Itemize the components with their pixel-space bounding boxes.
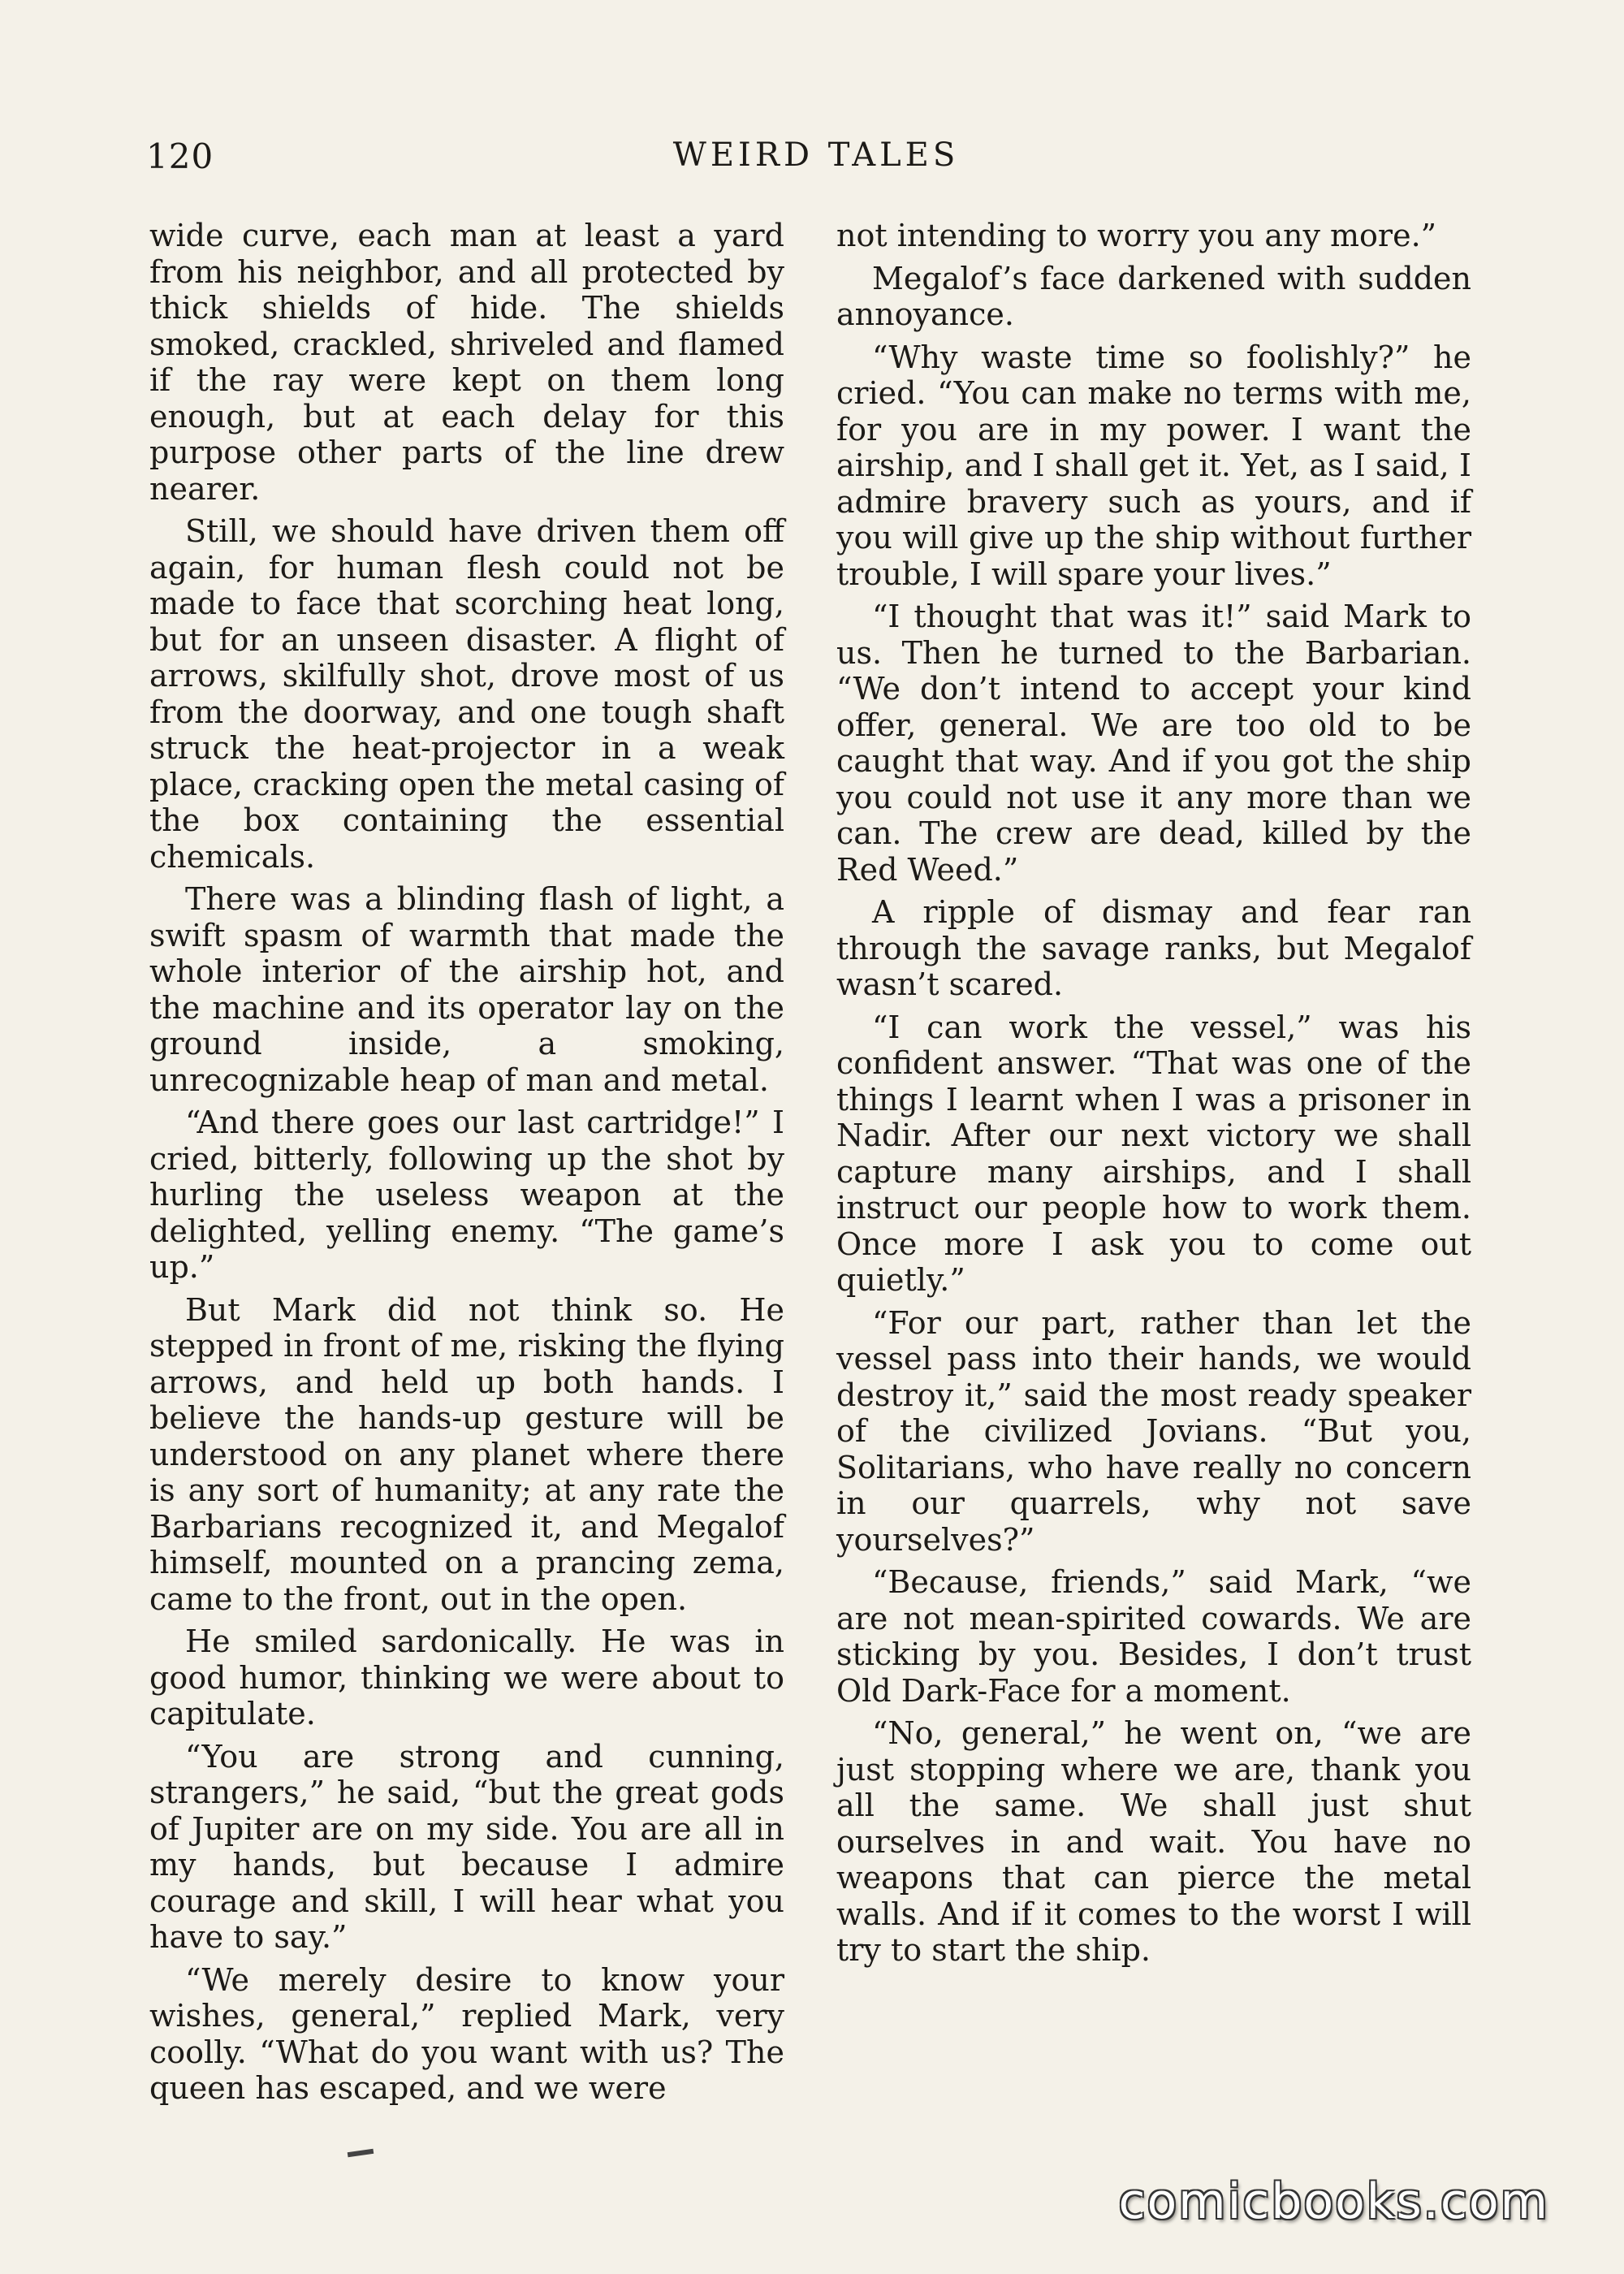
print-speck [348, 2149, 374, 2157]
page-number: 120 [146, 136, 214, 176]
paragraph: “I can work the vessel,” was his confident answer. “That was one of the things I learnt when I was a prisoner in Nadir. After our next victory we shall capture many airships, and I shall instruct our people how to work them. Once more I ask you to come out quietly.” [836, 1009, 1471, 1298]
watermark: comicbooks.com [1118, 2173, 1549, 2230]
paragraph: “Why waste time so foolishly?” he cried. “You can make no terms with me, for you are in my power. I want the airship, and I shall get it. Yet, as I said, I admire bravery such as yours, and if you will give up the ship without further trouble, I will spare your lives.” [836, 339, 1471, 592]
running-title: WEIRD TALES [672, 136, 960, 174]
paragraph: “I thought that was it!” said Mark to us. Then he turned to the Barbarian. “We don’t intend to accept your kind offer, general. We are too old to be caught that way. And if you got the ship you could not use it any more than we can. The crew are dead, killed by the Red Weed.” [836, 599, 1471, 888]
paragraph: “We merely desire to know your wishes, general,” replied Mark, very coolly. “What do you want with us? The queen has escaped, and we were [149, 1961, 784, 2106]
paragraph: Megalof’s face darkened with sudden annoyance. [836, 260, 1471, 332]
paragraph: “And there goes our last cartridge!” I cried, bitterly, following up the shot by hurling the useless weapon at the delighted, yelling enemy. “The game’s up.” [149, 1105, 784, 1285]
paragraph: Still, we should have driven them off again, for human flesh could not be made to face that scorching heat long, but for an unseen disaster. A flight of arrows, skilfully shot, drove most of us from the doorway, and one tough shaft struck the heat-projector in a weak place, cracking open the metal casing of the box containing the essential chemicals. [149, 513, 784, 875]
paragraph: But Mark did not think so. He stepped in front of me, risking the flying arrows, and held up both hands. I believe the hands-up gesture will be understood on any planet where there is any sort of humanity; at any rate the Barbarians recognized it, and Megalof himself, mounted on a prancing zema, came to the front, out in the open. [149, 1291, 784, 1617]
paragraph: There was a blinding flash of light, a swift spasm of warmth that made the whole interior of the airship hot, and the machine and its operator lay on the ground inside, a smoking, unrecognizable heap of man and metal. [149, 881, 784, 1098]
page-header [146, 136, 1486, 185]
paragraph: wide curve, each man at least a yard from his neighbor, and all protected by thick shields of hide. The shields smoked, crackled, shriveled and flamed if the ray were kept on them long enough, but at each delay for this purpose other parts of the line drew nearer. [149, 218, 784, 507]
paragraph: “No, general,” he went on, “we are just stopping where we are, thank you all the same. We shall just shut ourselves in and wait. You have no weapons that can pierce the metal walls. And if it comes to the worst I will try to start the ship. [836, 1715, 1471, 1968]
paragraph: “You are strong and cunning, strangers,” he said, “but the great gods of Jupiter are on my side. You are all in my hands, but because I admire courage and skill, I will hear what you have to say.” [149, 1738, 784, 1955]
paragraph: not intending to worry you any more.” [836, 218, 1437, 253]
paragraph: He smiled sardonically. He was in good humor, thinking we were about to capitulate. [149, 1623, 784, 1731]
paragraph: “Because, friends,” said Mark, “we are not mean-spirited cowards. We are sticking by you. Besides, I don’t trust Old Dark-Face for a moment. [836, 1564, 1471, 1709]
paragraph: “For our part, rather than let the vessel pass into their hands, we would destroy it,” said the most ready speaker of the civilized Jovians. “But you, Solitarians, who have really no concern in our quarrels, why not save yourselves?” [836, 1304, 1471, 1558]
paragraph: A ripple of dismay and fear ran through the savage ranks, but Megalof wasn’t scared. [836, 894, 1471, 1002]
left-column [149, 218, 784, 2113]
right-column [836, 218, 1471, 1975]
